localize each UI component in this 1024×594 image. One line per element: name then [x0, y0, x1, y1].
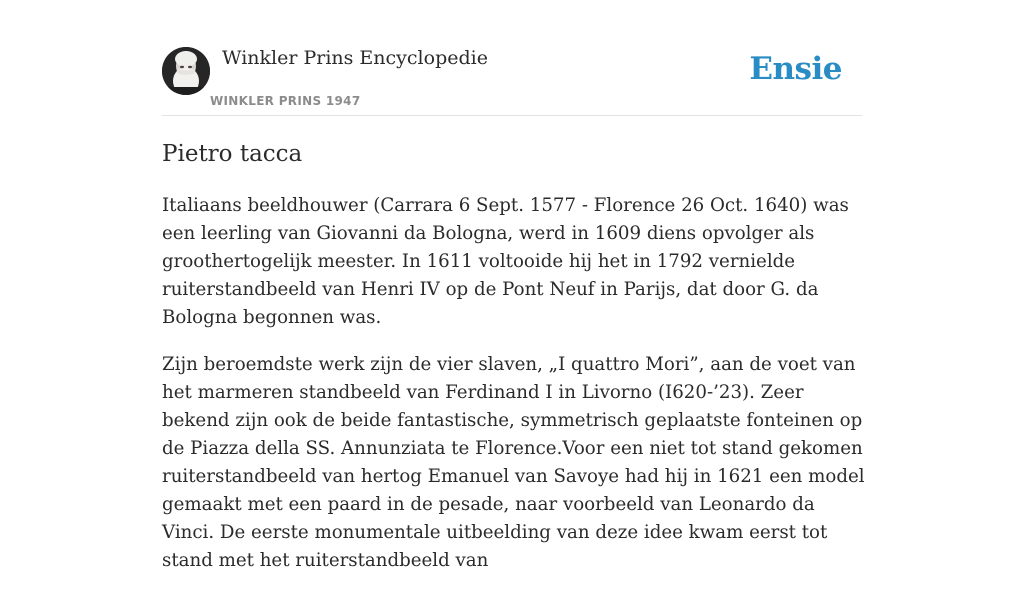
site-title-link[interactable]: Winkler Prins Encyclopedie	[222, 47, 488, 69]
article-paragraph: Italiaans beeldhouwer (Carrara 6 Sept. 1577 - Florence 26 Oct. 1640) was een leerling van Giovanni da Bologna, werd in 1609 diens opvolger als groothertogelijk meester. In 1611 voltooide hij het in 1792 vernielde ruiterstandbeeld van Henri IV op de Pont Neuf in Parijs, dat door G. da Bologna begonnen was.	[162, 195, 849, 328]
brand-logo[interactable]: Ensie	[749, 51, 842, 87]
edition-label[interactable]: WINKLER PRINS 1947	[210, 94, 361, 108]
bearded-man-portrait-icon	[162, 47, 210, 95]
author-avatar[interactable]	[162, 47, 210, 95]
article-paragraph: Zijn beroemdste werk zijn de vier slaven, „I quattro Mori”, aan de voet van het marmeren standbeeld van Ferdinand I in Livorno (I620-’23). Zeer bekend zijn ook de beide fantastische, symmetrisch geplaatste fonteinen op de Piazza della SS. Annunziata te Florence.Voor een niet tot stand gekomen ruiterstandbeeld van hertog Emanuel van Savoye had hij in 1621 een model gemaakt met een paard in de pesade, naar voorbeeld van Leonardo da Vinci. De eerste monumentale uitbeelding van deze idee kwam eerst tot stand met het ruiterstandbeeld van	[162, 354, 865, 571]
header-divider	[162, 115, 862, 116]
article-title: Pietro tacca	[162, 141, 303, 167]
article-body	[162, 192, 866, 594]
